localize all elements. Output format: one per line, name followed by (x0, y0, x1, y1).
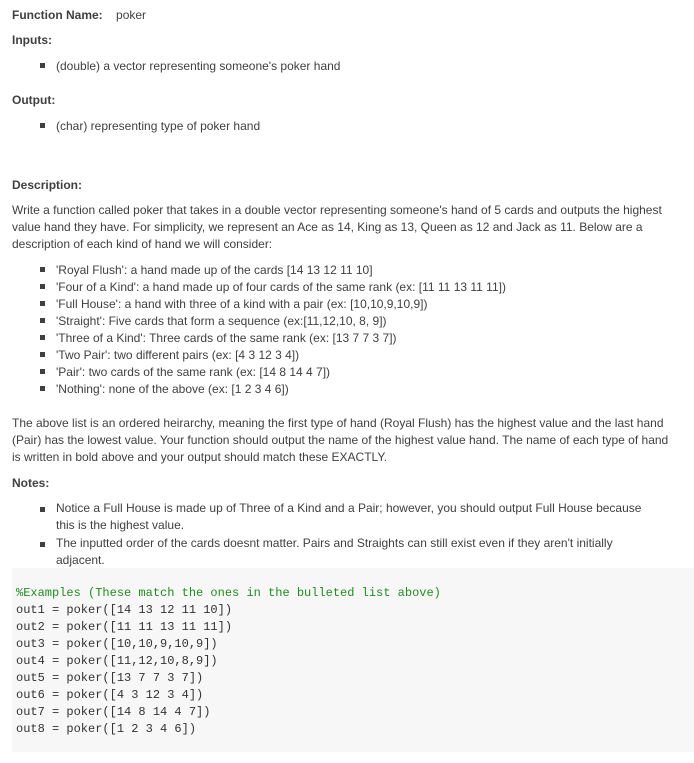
bullet-icon (40, 369, 45, 374)
notes-heading: Notes: (12, 476, 50, 490)
code-line: out6 = poker([4 3 12 3 4]) (16, 688, 204, 702)
bullet-icon (40, 267, 45, 272)
inputs-item-text: (double) a vector representing someone's poker hand (56, 59, 341, 73)
hand-item (40, 297, 427, 311)
description-paragraph: Write a function called poker that takes in a double vector representing someone's hand of 5 cards and outputs the highest value hand they have. For simplicity, we represent an Ace as 14, King as 13, Queen as 12 and Jack as 11. Below are a description of each kind of hand we will consider: (12, 203, 662, 251)
hand-item (40, 331, 397, 345)
function-name-row (12, 8, 146, 22)
bullet-icon (40, 63, 45, 68)
hand-item-text: 'Royal Flush': a hand made up of the cards [14 13 12 11 10] (56, 263, 373, 277)
output-heading: Output: (12, 93, 56, 107)
function-name-label: Function Name: (12, 8, 103, 22)
note-item (40, 500, 660, 534)
bullet-icon (40, 301, 45, 306)
hand-item (40, 382, 289, 396)
hand-item-text: 'Nothing': none of the above (ex: [1 2 3 4 6]) (56, 382, 289, 396)
hand-item-text: 'Straight': Five cards that form a sequence (ex:[11,12,10, 8, 9]) (56, 314, 387, 328)
code-line: out1 = poker([14 13 12 11 10]) (16, 603, 233, 617)
bullet-icon (40, 335, 45, 340)
hand-item (40, 280, 506, 294)
function-name-value: poker (116, 8, 147, 22)
bullet-icon (40, 123, 45, 128)
hand-item-text: 'Full House': a hand with three of a kind with a pair (ex: [10,10,9,10,9]) (56, 297, 428, 311)
note-item-text: The inputted order of the cards doesnt matter. Pairs and Straights can still exist even if they aren't initially adjacent. (56, 536, 613, 567)
code-line: out4 = poker([11,12,10,8,9]) (16, 654, 218, 668)
hand-item-text: 'Pair': two cards of the same rank (ex: [14 8 14 4 7]) (56, 365, 331, 379)
bullet-icon (40, 284, 45, 289)
code-examples-block[interactable] (12, 568, 694, 752)
hand-item (40, 365, 330, 379)
hand-item-text: 'Three of a Kind': Three cards of the same rank (ex: [13 7 7 3 7]) (56, 331, 397, 345)
bullet-icon (40, 318, 45, 323)
bullet-icon (40, 386, 45, 391)
output-item-text: (char) representing type of poker hand (56, 119, 261, 133)
output-item (40, 119, 260, 133)
inputs-heading: Inputs: (12, 33, 52, 47)
bullet-icon (40, 542, 45, 547)
bullet-icon (40, 507, 45, 512)
code-line: out2 = poker([11 11 13 11 11]) (16, 620, 233, 634)
hand-item-text: 'Four of a Kind': a hand made up of four cards of the same rank (ex: [11 11 13 11 11]) (56, 280, 506, 294)
bullet-icon (40, 352, 45, 357)
code-line: out3 = poker([10,10,9,10,9]) (16, 637, 218, 651)
code-line: out7 = poker([14 8 14 4 7]) (16, 705, 211, 719)
hand-item-text: 'Two Pair': two different pairs (ex: [4 3 12 3 4]) (56, 348, 300, 362)
note-item-text: Notice a Full House is made up of Three of a Kind and a Pair; however, you should output Full House because this is the highest value. (56, 501, 642, 532)
code-line: out5 = poker([13 7 7 3 7]) (16, 671, 204, 685)
description-heading: Description: (12, 178, 83, 192)
code-line: out8 = poker([1 2 3 4 6]) (16, 722, 197, 736)
inputs-item (40, 59, 340, 73)
note-item (40, 535, 660, 569)
code-comment-line: %Examples (These match the ones in the bulleted list above) (16, 586, 441, 600)
hand-item (40, 348, 299, 362)
hand-item (40, 314, 387, 328)
description-closing: The above list is an ordered heirarchy, meaning the first type of hand (Royal Flush) has the highest value and the last hand (Pair) has the lowest value. Your function should output the name of the highest value hand. The name of each type of hand is written in bold above and your output should match these EXACTLY. (12, 416, 669, 464)
hand-item (40, 263, 373, 277)
